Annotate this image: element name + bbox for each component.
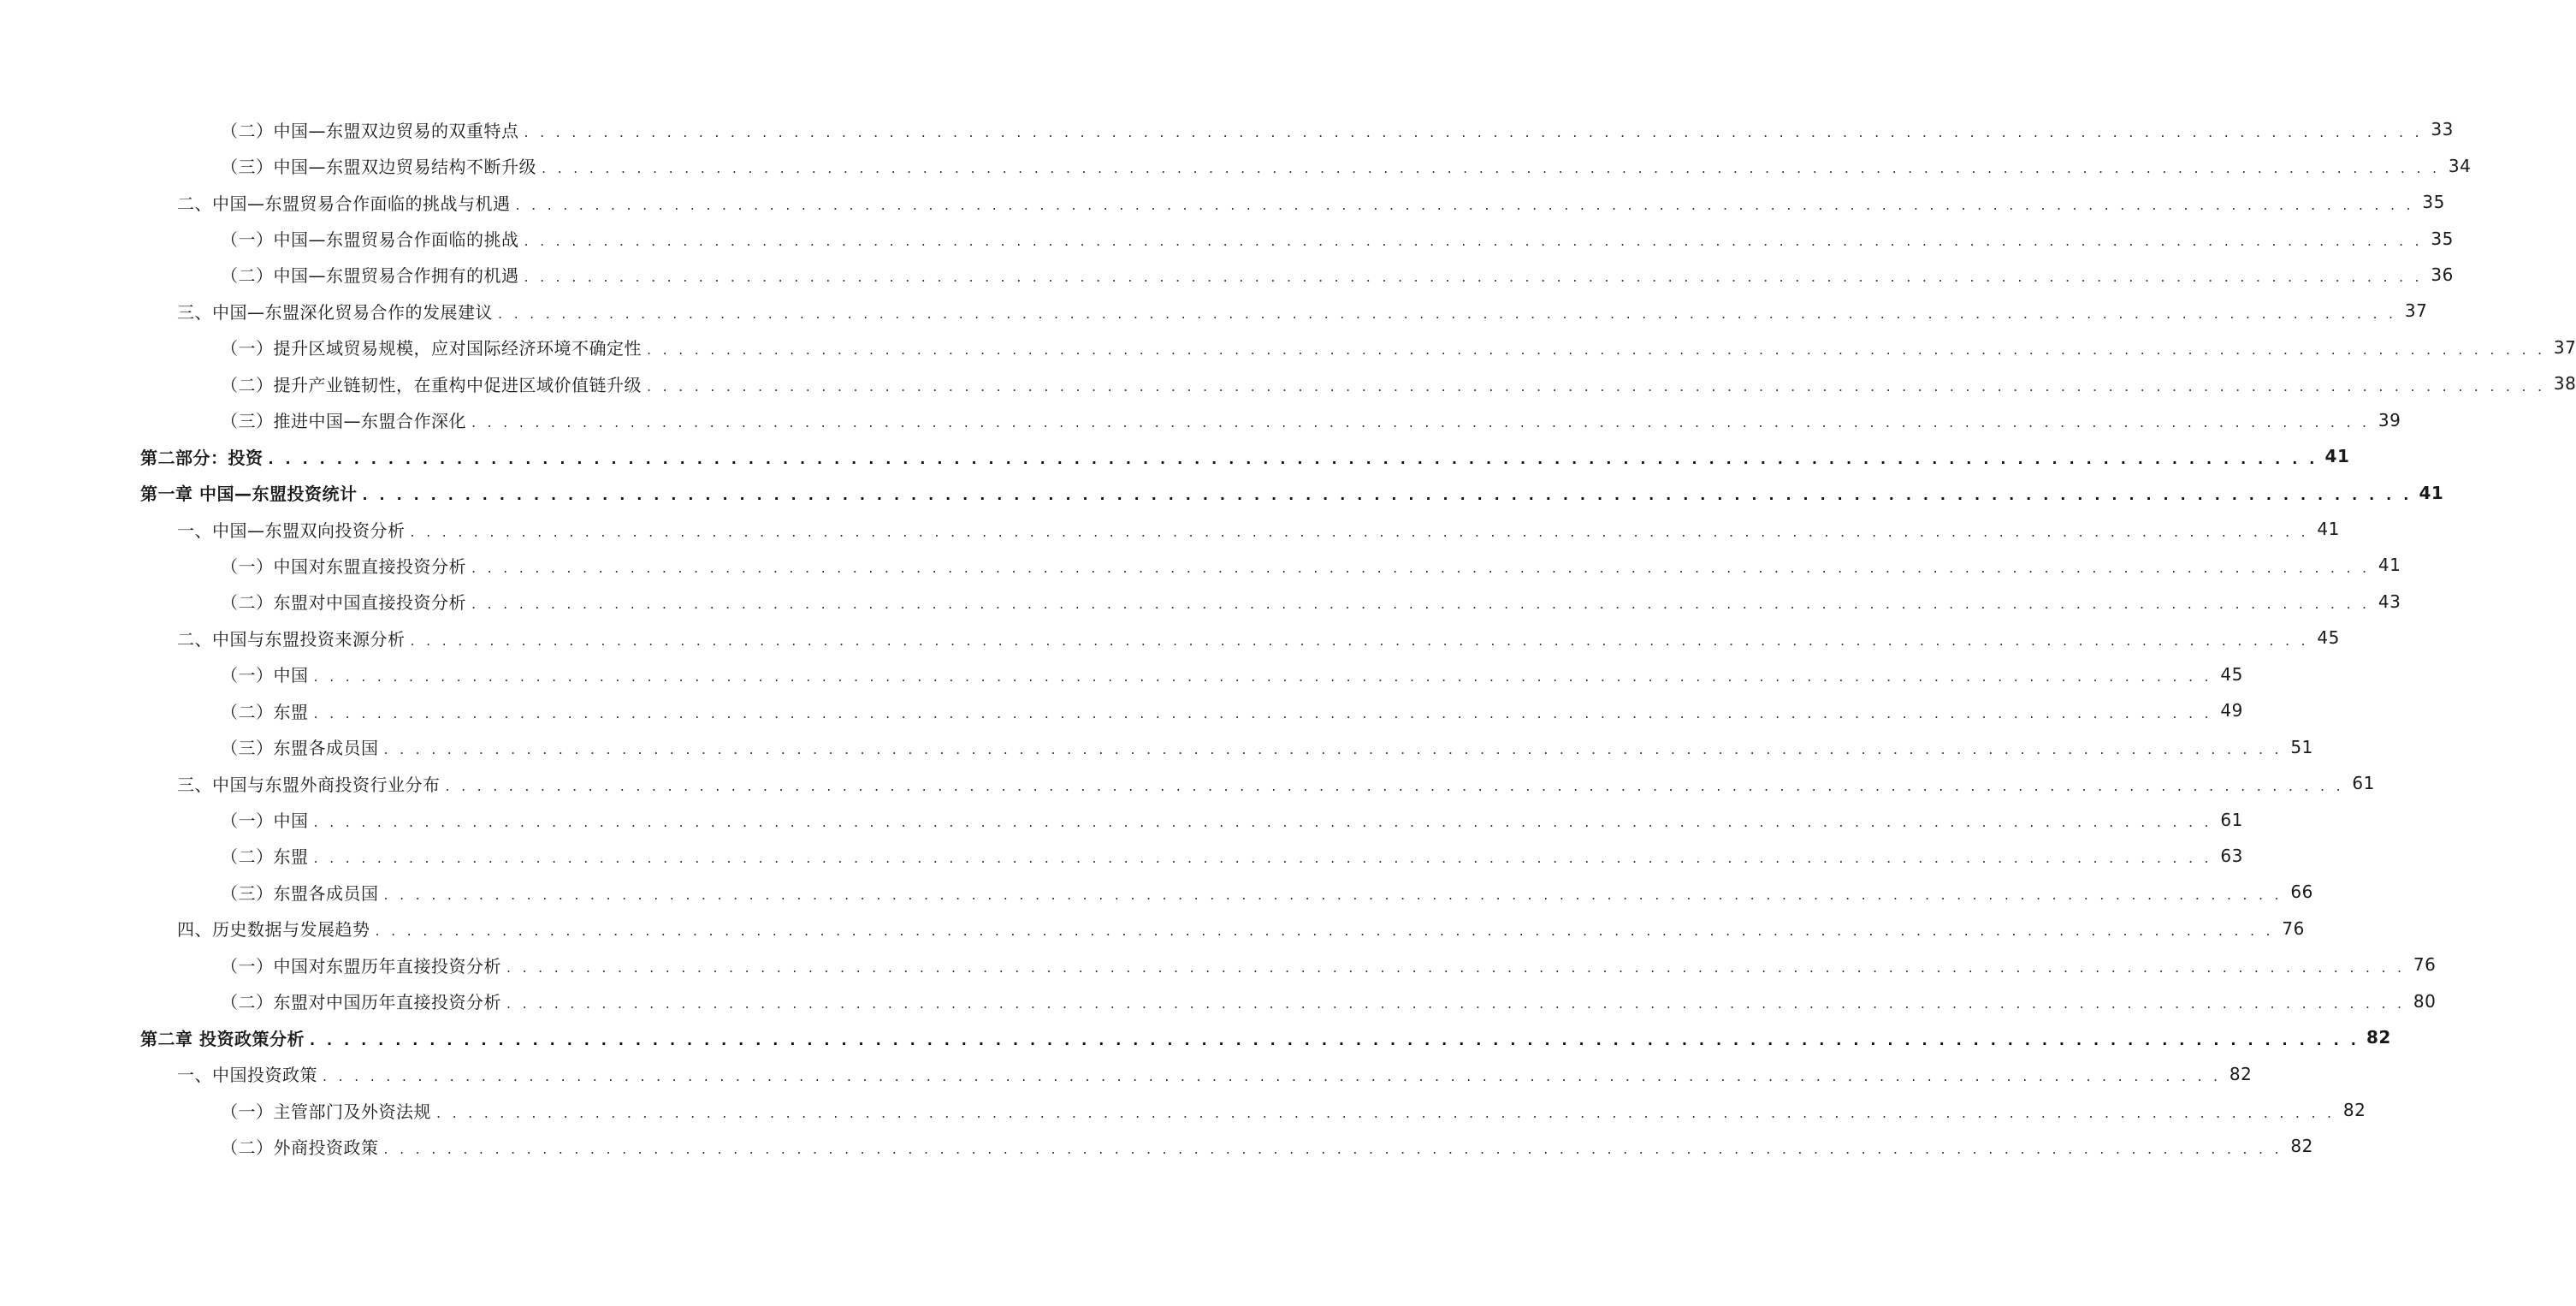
toc-entry-page-number: 82 bbox=[2290, 1136, 2313, 1157]
toc-entry[interactable] bbox=[0, 511, 2340, 547]
toc-entry[interactable] bbox=[0, 402, 2401, 438]
toc-entry-page-number: 66 bbox=[2290, 882, 2313, 903]
dot-leader: . . . . . . . . . . . . . . . . . . . . . . . . . . . . . . . . . . . . . . . . . . . . . . . . . . . . . . . . . . . . . . . . . . . . . . . . . . . . . . . . . . . . . . . . . . . . . . . . . . . . . . . . . . . . . . . . . . . . . . . . bbox=[313, 814, 2212, 831]
toc-entry[interactable] bbox=[0, 947, 2437, 982]
toc-entry-page-number: 63 bbox=[2220, 845, 2243, 866]
dot-leader: . . . . . . . . . . . . . . . . . . . . . . . . . . . . . . . . . . . . . . . . . . . . . . . . . . . . . . . . . . . . . . . . . . . . . . . . . . . . . . . . . . . . . . . . . . . . . . . . . . . . . . . . . . . . . . . . . . . . . . . . bbox=[524, 269, 2423, 286]
dot-leader: . . . . . . . . . . . . . . . . . . . . . . . . . . . . . . . . . . . . . . . . . . . . . . . . . . . . . . . . . . . . . . . . . . . . . . . . . . . . . . . . . . . . . . . . . . . . . . . . . . . . . . . . . . . . . . . . . . . . . . . . bbox=[506, 959, 2406, 976]
toc-entry[interactable] bbox=[0, 911, 2305, 947]
toc-entry-page-number: 34 bbox=[2448, 155, 2472, 176]
dot-leader: . . . . . . . . . . . . . . . . . . . . . . . . . . . . . . . . . . . . . . . . . . . . . . . . . . . . . . . . . . . . . . . . . . . . . . . . . . . . . . . . . . . . . . . . . . . . . . . . . . . . . . . . . . . . . . . . . . . . . . . . bbox=[471, 414, 2371, 431]
dot-leader: . . . . . . . . . . . . . . . . . . . . . . . . . . . . . . . . . . . . . . . . . . . . . . . . . . . . . . . . . . . . . . . . . . . . . . . . . . . . . . . . . . . . . . . . . . . . . . . . . . . . . . . . . . . . . . . . . . . . . . . . bbox=[362, 487, 2413, 504]
toc-entry-page-number: 45 bbox=[2317, 627, 2340, 649]
dot-leader: . . . . . . . . . . . . . . . . . . . . . . . . . . . . . . . . . . . . . . . . . . . . . . . . . . . . . . . . . . . . . . . . . . . . . . . . . . . . . . . . . . . . . . . . . . . . . . . . . . . . . . . . . . . . . . . . . . . . . . . . bbox=[309, 1031, 2360, 1048]
dot-leader: . . . . . . . . . . . . . . . . . . . . . . . . . . . . . . . . . . . . . . . . . . . . . . . . . . . . . . . . . . . . . . . . . . . . . . . . . . . . . . . . . . . . . . . . . . . . . . . . . . . . . . . . . . . . . . . . . . . . . . . . bbox=[542, 160, 2441, 177]
toc-entry[interactable] bbox=[0, 438, 2350, 474]
dot-leader: . . . . . . . . . . . . . . . . . . . . . . . . . . . . . . . . . . . . . . . . . . . . . . . . . . . . . . . . . . . . . . . . . . . . . . . . . . . . . . . . . . . . . . . . . . . . . . . . . . . . . . . . . . . . . . . . . . . . . . . . bbox=[313, 850, 2212, 867]
toc-entry-title: （一）中国—东盟贸易合作面临的挑战 bbox=[221, 229, 519, 251]
toc-entry-page-number: 37 bbox=[2404, 300, 2428, 322]
dot-leader: . . . . . . . . . . . . . . . . . . . . . . . . . . . . . . . . . . . . . . . . . . . . . . . . . . . . . . . . . . . . . . . . . . . . . . . . . . . . . . . . . . . . . . . . . . . . . . . . . . . . . . . . . . . . . . . . . . . . . . . . bbox=[383, 741, 2283, 758]
toc-entry-title: （二）东盟对中国直接投资分析 bbox=[221, 592, 466, 614]
toc-entry[interactable] bbox=[0, 257, 2454, 293]
toc-entry-title: 一、中国投资政策 bbox=[177, 1065, 317, 1086]
toc-entry-title: 三、中国—东盟深化贸易合作的发展建议 bbox=[177, 301, 493, 323]
toc-entry[interactable] bbox=[0, 874, 2313, 910]
toc-entry-page-number: 45 bbox=[2220, 663, 2243, 685]
toc-entry-title: （二）东盟 bbox=[221, 701, 309, 722]
toc-entry-title: （一）中国 bbox=[221, 665, 309, 686]
dot-leader: . . . . . . . . . . . . . . . . . . . . . . . . . . . . . . . . . . . . . . . . . . . . . . . . . . . . . . . . . . . . . . . . . . . . . . . . . . . . . . . . . . . . . . . . . . . . . . . . . . . . . . . . . . . . . . . . . . . . . . . . bbox=[498, 305, 2397, 322]
toc-entry-page-number: 76 bbox=[2413, 954, 2437, 976]
dot-leader: . . . . . . . . . . . . . . . . . . . . . . . . . . . . . . . . . . . . . . . . . . . . . . . . . . . . . . . . . . . . . . . . . . . . . . . . . . . . . . . . . . . . . . . . . . . . . . . . . . . . . . . . . . . . . . . . . . . . . . . . bbox=[410, 523, 2309, 540]
toc-entry-page-number: 82 bbox=[2366, 1027, 2391, 1048]
dot-leader: . . . . . . . . . . . . . . . . . . . . . . . . . . . . . . . . . . . . . . . . . . . . . . . . . . . . . . . . . . . . . . . . . . . . . . . . . . . . . . . . . . . . . . . . . . . . . . . . . . . . . . . . . . . . . . . . . . . . . . . . bbox=[471, 559, 2371, 576]
toc-entry-title: （三）中国—东盟双边贸易结构不断升级 bbox=[221, 157, 536, 178]
toc-entry-page-number: 41 bbox=[2419, 482, 2444, 503]
dot-leader: . . . . . . . . . . . . . . . . . . . . . . . . . . . . . . . . . . . . . . . . . . . . . . . . . . . . . . . . . . . . . . . . . . . . . . . . . . . . . . . . . . . . . . . . . . . . . . . . . . . . . . . . . . . . . . . . . . . . . . . . bbox=[524, 233, 2423, 250]
toc-entry[interactable] bbox=[0, 474, 2444, 510]
dot-leader: . . . . . . . . . . . . . . . . . . . . . . . . . . . . . . . . . . . . . . . . . . . . . . . . . . . . . . . . . . . . . . . . . . . . . . . . . . . . . . . . . . . . . . . . . . . . . . . . . . . . . . . . . . . . . . . . . . . . . . . . bbox=[515, 196, 2414, 213]
toc-entry-page-number: 61 bbox=[2220, 809, 2243, 830]
dot-leader: . . . . . . . . . . . . . . . . . . . . . . . . . . . . . . . . . . . . . . . . . . . . . . . . . . . . . . . . . . . . . . . . . . . . . . . . . . . . . . . . . . . . . . . . . . . . . . . . . . . . . . . . . . . . . . . . . . . . . . . . bbox=[445, 777, 2344, 794]
toc-entry-title: 第二章 投资政策分析 bbox=[140, 1028, 305, 1049]
toc-entry-title: （三）东盟各成员国 bbox=[221, 738, 379, 759]
toc-entry[interactable] bbox=[0, 838, 2243, 874]
toc-entry-title: （一）中国对东盟历年直接投资分析 bbox=[221, 955, 501, 977]
toc-entry-title: （二）外商投资政策 bbox=[221, 1137, 379, 1158]
dot-leader: . . . . . . . . . . . . . . . . . . . . . . . . . . . . . . . . . . . . . . . . . . . . . . . . . . . . . . . . . . . . . . . . . . . . . . . . . . . . . . . . . . . . . . . . . . . . . . . . . . . . . . . . . . . . . . . . . . . . . . . . bbox=[383, 1140, 2283, 1157]
toc-entry[interactable] bbox=[0, 1019, 2391, 1055]
toc-entry[interactable] bbox=[0, 692, 2243, 728]
toc-entry-title: 四、历史数据与发展趋势 bbox=[177, 919, 370, 941]
toc-entry-page-number: 38 bbox=[2553, 373, 2576, 395]
table-of-contents bbox=[0, 111, 2576, 1165]
toc-entry[interactable] bbox=[0, 547, 2401, 583]
toc-entry-title: （二）东盟 bbox=[221, 846, 309, 868]
toc-entry-page-number: 35 bbox=[2431, 228, 2454, 249]
toc-entry-page-number: 36 bbox=[2431, 264, 2454, 285]
toc-entry[interactable] bbox=[0, 1055, 2253, 1091]
toc-entry-title: （二）提升产业链韧性，在重构中促进区域价值链升级 bbox=[221, 374, 642, 395]
toc-entry[interactable] bbox=[0, 1092, 2366, 1128]
toc-entry[interactable] bbox=[0, 728, 2313, 764]
dot-leader: . . . . . . . . . . . . . . . . . . . . . . . . . . . . . . . . . . . . . . . . . . . . . . . . . . . . . . . . . . . . . . . . . . . . . . . . . . . . . . . . . . . . . . . . . . . . . . . . . . . . . . . . . . . . . . . . . . . . . . . . bbox=[524, 123, 2423, 140]
dot-leader: . . . . . . . . . . . . . . . . . . . . . . . . . . . . . . . . . . . . . . . . . . . . . . . . . . . . . . . . . . . . . . . . . . . . . . . . . . . . . . . . . . . . . . . . . . . . . . . . . . . . . . . . . . . . . . . . . . . . . . . . bbox=[471, 596, 2371, 613]
toc-entry-title: 三、中国与东盟外商投资行业分布 bbox=[177, 774, 441, 795]
toc-entry[interactable] bbox=[0, 111, 2454, 147]
toc-entry-page-number: 33 bbox=[2431, 119, 2454, 140]
toc-entry[interactable] bbox=[0, 801, 2243, 837]
toc-entry-title: （一）主管部门及外资法规 bbox=[221, 1101, 431, 1122]
toc-entry[interactable] bbox=[0, 293, 2428, 329]
toc-entry-page-number: 76 bbox=[2282, 917, 2305, 939]
toc-entry-title: （一）中国对东盟直接投资分析 bbox=[221, 555, 466, 577]
toc-entry[interactable] bbox=[0, 765, 2375, 801]
toc-entry[interactable] bbox=[0, 983, 2437, 1019]
dot-leader: . . . . . . . . . . . . . . . . . . . . . . . . . . . . . . . . . . . . . . . . . . . . . . . . . . . . . . . . . . . . . . . . . . . . . . . . . . . . . . . . . . . . . . . . . . . . . . . . . . . . . . . . . . . . . . . . . . . . . . . . bbox=[375, 923, 2274, 940]
toc-entry-title: （一）中国 bbox=[221, 810, 309, 832]
dot-leader: . . . . . . . . . . . . . . . . . . . . . . . . . . . . . . . . . . . . . . . . . . . . . . . . . . . . . . . . . . . . . . . . . . . . . . . . . . . . . . . . . . . . . . . . . . . . . . . . . . . . . . . . . . . . . . . . . . . . . . . . bbox=[313, 668, 2212, 686]
toc-entry-title: 二、中国与东盟投资来源分析 bbox=[177, 628, 406, 650]
toc-entry[interactable] bbox=[0, 184, 2445, 220]
toc-entry[interactable] bbox=[0, 1128, 2313, 1164]
toc-entry-page-number: 35 bbox=[2422, 192, 2445, 213]
toc-entry-title: 二、中国—东盟贸易合作面临的挑战与机遇 bbox=[177, 193, 511, 214]
dot-leader: . . . . . . . . . . . . . . . . . . . . . . . . . . . . . . . . . . . . . . . . . . . . . . . . . . . . . . . . . . . . . . . . . . . . . . . . . . . . . . . . . . . . . . . . . . . . . . . . . . . . . . . . . . . . . . . . . . . . . . . . bbox=[383, 886, 2283, 903]
toc-entry-title: （二）中国—东盟贸易合作拥有的机遇 bbox=[221, 265, 519, 287]
toc-entry-page-number: 51 bbox=[2290, 736, 2313, 757]
toc-entry-title: 第二部分：投资 bbox=[140, 447, 264, 468]
toc-entry-page-number: 39 bbox=[2378, 409, 2401, 430]
toc-entry[interactable] bbox=[0, 620, 2340, 656]
toc-entry-page-number: 41 bbox=[2324, 446, 2350, 467]
toc-entry-title: （二）东盟对中国历年直接投资分析 bbox=[221, 992, 501, 1013]
toc-entry[interactable] bbox=[0, 220, 2454, 256]
toc-entry-page-number: 37 bbox=[2553, 336, 2576, 358]
toc-entry-page-number: 49 bbox=[2220, 700, 2243, 721]
toc-entry[interactable] bbox=[0, 656, 2243, 692]
toc-entry[interactable] bbox=[0, 329, 2576, 365]
toc-entry-page-number: 82 bbox=[2229, 1063, 2253, 1084]
toc-entry-page-number: 43 bbox=[2378, 591, 2401, 612]
toc-entry-page-number: 80 bbox=[2413, 990, 2437, 1012]
dot-leader: . . . . . . . . . . . . . . . . . . . . . . . . . . . . . . . . . . . . . . . . . . . . . . . . . . . . . . . . . . . . . . . . . . . . . . . . . . . . . . . . . . . . . . . . . . . . . . . . . . . . . . . . . . . . . . . . . . . . . . . . bbox=[647, 341, 2546, 359]
toc-entry[interactable] bbox=[0, 365, 2576, 401]
toc-entry-title: （一）提升区域贸易规模，应对国际经济环境不确定性 bbox=[221, 338, 642, 359]
toc-entry[interactable] bbox=[0, 584, 2401, 620]
dot-leader: . . . . . . . . . . . . . . . . . . . . . . . . . . . . . . . . . . . . . . . . . . . . . . . . . . . . . . . . . . . . . . . . . . . . . . . . . . . . . . . . . . . . . . . . . . . . . . . . . . . . . . . . . . . . . . . . . . . . . . . . bbox=[323, 1068, 2222, 1085]
dot-leader: . . . . . . . . . . . . . . . . . . . . . . . . . . . . . . . . . . . . . . . . . . . . . . . . . . . . . . . . . . . . . . . . . . . . . . . . . . . . . . . . . . . . . . . . . . . . . . . . . . . . . . . . . . . . . . . . . . . . . . . . bbox=[313, 704, 2212, 721]
toc-entry-page-number: 82 bbox=[2342, 1100, 2366, 1121]
dot-leader: . . . . . . . . . . . . . . . . . . . . . . . . . . . . . . . . . . . . . . . . . . . . . . . . . . . . . . . . . . . . . . . . . . . . . . . . . . . . . . . . . . . . . . . . . . . . . . . . . . . . . . . . . . . . . . . . . . . . . . . . bbox=[410, 632, 2309, 649]
toc-entry-page-number: 41 bbox=[2317, 519, 2340, 540]
toc-entry-title: （三）东盟各成员国 bbox=[221, 882, 379, 904]
toc-entry-page-number: 61 bbox=[2352, 773, 2375, 794]
dot-leader: . . . . . . . . . . . . . . . . . . . . . . . . . . . . . . . . . . . . . . . . . . . . . . . . . . . . . . . . . . . . . . . . . . . . . . . . . . . . . . . . . . . . . . . . . . . . . . . . . . . . . . . . . . . . . . . . . . . . . . . . bbox=[436, 1104, 2336, 1121]
toc-entry[interactable] bbox=[0, 147, 2472, 183]
toc-entry-title: （三）推进中国—东盟合作深化 bbox=[221, 411, 466, 432]
toc-entry-title: 一、中国—东盟双向投资分析 bbox=[177, 519, 406, 541]
toc-entry-title: （二）中国—东盟双边贸易的双重特点 bbox=[221, 120, 519, 141]
toc-entry-title: 第一章 中国—东盟投资统计 bbox=[140, 484, 358, 505]
dot-leader: . . . . . . . . . . . . . . . . . . . . . . . . . . . . . . . . . . . . . . . . . . . . . . . . . . . . . . . . . . . . . . . . . . . . . . . . . . . . . . . . . . . . . . . . . . . . . . . . . . . . . . . . . . . . . . . . . . . . . . . . bbox=[506, 995, 2406, 1012]
dot-leader: . . . . . . . . . . . . . . . . . . . . . . . . . . . . . . . . . . . . . . . . . . . . . . . . . . . . . . . . . . . . . . . . . . . . . . . . . . . . . . . . . . . . . . . . . . . . . . . . . . . . . . . . . . . . . . . . . . . . . . . . bbox=[268, 450, 2318, 467]
toc-entry-page-number: 41 bbox=[2378, 555, 2401, 576]
dot-leader: . . . . . . . . . . . . . . . . . . . . . . . . . . . . . . . . . . . . . . . . . . . . . . . . . . . . . . . . . . . . . . . . . . . . . . . . . . . . . . . . . . . . . . . . . . . . . . . . . . . . . . . . . . . . . . . . . . . . . . . . bbox=[647, 377, 2546, 395]
